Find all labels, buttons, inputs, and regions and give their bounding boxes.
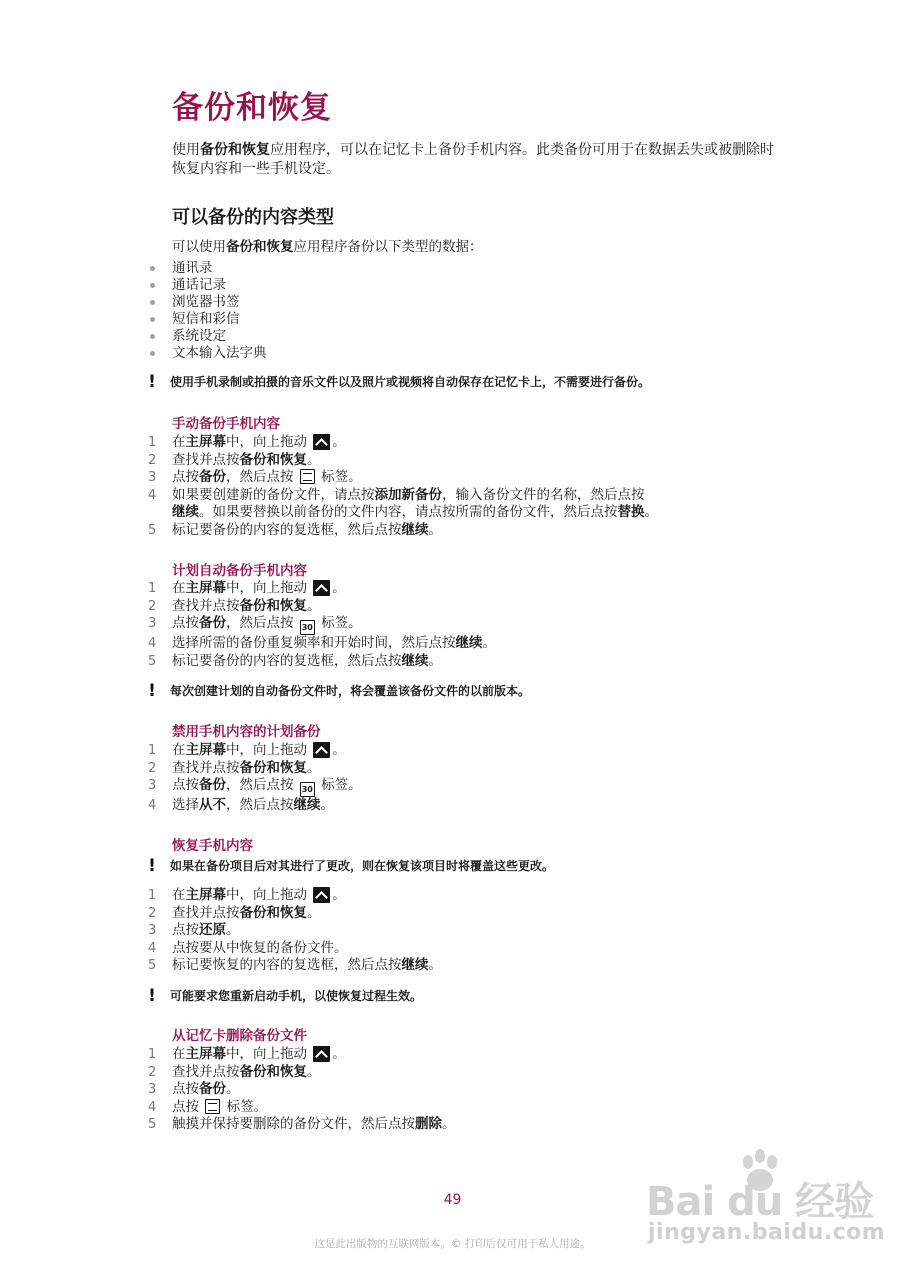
step-text: 点按 — [172, 615, 199, 631]
list-item: 通话记录 — [148, 277, 267, 294]
step-text: 点按 — [172, 777, 199, 793]
step-keyword: 从不 — [199, 797, 226, 813]
step-keyword: 继续 — [172, 504, 199, 520]
step-keyword: 继续 — [401, 521, 429, 538]
step-number: 2 — [148, 452, 157, 468]
step-text: 查找并点按 — [172, 1063, 240, 1080]
step-keyword: 还原 — [199, 922, 226, 938]
arrow-up-icon — [313, 742, 330, 758]
intro-app-name: 备份和恢复 — [200, 142, 270, 158]
step-text: 。 — [428, 652, 442, 669]
step-item — [148, 434, 658, 452]
step-item — [148, 635, 496, 653]
step-keyword: 继续 — [401, 957, 429, 973]
step-keyword: 备份 — [199, 1081, 226, 1097]
step-number: 3 — [148, 616, 157, 631]
step-number: 1 — [148, 435, 157, 450]
content-types-list — [148, 260, 267, 362]
step-keyword: 备份 — [199, 777, 226, 793]
step-keyword: 继续 — [293, 797, 321, 813]
step-number: 5 — [148, 522, 157, 538]
exclamation-icon: ! — [148, 681, 156, 701]
step-keyword: 添加新备份 — [374, 486, 442, 503]
step-text: 标记要备份的内容的复选框，然后点按 — [172, 521, 402, 538]
section-heading-content-types: 可以备份的内容类型 — [172, 207, 334, 228]
step-text: 。 — [320, 797, 334, 813]
backup-tab-icon — [205, 1099, 220, 1114]
heading-manual-backup: 手动备份手机内容 — [172, 416, 280, 432]
step-text: 。 — [332, 434, 346, 450]
step-number: 4 — [148, 487, 157, 503]
delete-backup-steps — [148, 1046, 456, 1134]
step-number: 3 — [148, 470, 157, 485]
note-text: 使用手机录制或拍摄的音乐文件以及照片或视频将自动保存在记忆卡上，不需要进行备份。 — [170, 375, 651, 389]
step-item — [148, 1046, 456, 1064]
step-text: 。 — [307, 597, 321, 614]
scheduled-backup-steps — [148, 580, 496, 670]
step-text: ，输入备份文件的名称，然后点按 — [442, 486, 645, 503]
step-text: 。 — [428, 521, 442, 538]
step-item — [148, 653, 496, 671]
restore-steps — [148, 887, 442, 975]
step-text: 如果要创建新的备份文件，请点按 — [172, 486, 375, 503]
step-number: 5 — [148, 1117, 157, 1132]
calendar-icon: 30 — [300, 620, 315, 635]
step-text: 。 — [482, 635, 496, 651]
step-item — [148, 487, 658, 522]
step-keyword: 主屏幕 — [185, 580, 226, 596]
step-text: 。 — [307, 759, 321, 776]
arrow-up-icon — [313, 580, 330, 596]
step-text: 标签。 — [321, 615, 362, 631]
backup-tab-icon — [300, 469, 315, 484]
step-text: 。 — [226, 922, 240, 938]
list-item: 短信和彩信 — [148, 311, 267, 328]
step-number: 4 — [148, 1099, 157, 1115]
step-text: 。 — [226, 1081, 240, 1097]
step-number: 5 — [148, 653, 157, 669]
step-text: 点按 — [172, 1098, 199, 1115]
intro-text-rest: 应用程序，可以在记忆卡上备份手机内容。此类备份可用于在数据丢失或被删除时恢复内容和一些手机设定。 — [172, 142, 774, 177]
note-text: 每次创建计划的自动备份文件时，将会覆盖该备份文件的以前版本。 — [170, 684, 531, 698]
step-number: 3 — [148, 1082, 157, 1097]
step-text: 。 — [442, 1116, 456, 1132]
step-text: 中，向上拖动 — [226, 580, 307, 596]
step-text: 点按 — [172, 469, 199, 485]
step-item — [148, 615, 496, 635]
step-text: 查找并点按 — [172, 904, 240, 921]
step-keyword: 主屏幕 — [185, 887, 226, 903]
list-item: 通讯录 — [148, 260, 267, 277]
step-item — [148, 777, 362, 797]
step-text: 中，向上拖动 — [226, 742, 307, 758]
baidu-watermark — [646, 1148, 886, 1258]
heading-scheduled-backup: 计划自动备份手机内容 — [172, 563, 307, 579]
step-number: 4 — [148, 940, 157, 956]
step-text: ，然后点按 — [226, 777, 294, 793]
step-keyword: 备份和恢复 — [239, 597, 307, 614]
step-text: 选择所需的备份重复频率和开始时间，然后点按 — [172, 635, 456, 651]
arrow-up-icon — [313, 887, 330, 903]
step-item — [148, 452, 658, 470]
step-text: 点按 — [172, 1081, 199, 1097]
step-item — [148, 797, 362, 815]
step-item — [148, 887, 442, 905]
intro-text: 使用 — [172, 142, 200, 158]
step-keyword: 备份和恢复 — [239, 451, 307, 468]
step-item — [148, 922, 442, 940]
note-overwrite-schedule — [147, 681, 530, 701]
heading-disable-backup: 禁用手机内容的计划备份 — [172, 724, 321, 740]
step-text: 标签。 — [226, 1098, 268, 1115]
note-restore-overwrite — [147, 856, 554, 876]
step-keyword: 备份和恢复 — [239, 904, 307, 921]
step-number: 1 — [148, 581, 157, 596]
step-number: 5 — [148, 958, 157, 973]
step-item — [148, 1064, 456, 1082]
step-text: 点按 — [172, 922, 199, 938]
step-item — [148, 1116, 456, 1134]
step-keyword: 删除 — [415, 1116, 442, 1132]
step-text: 中，向上拖动 — [226, 1046, 307, 1062]
step-number: 1 — [148, 743, 157, 758]
step-item — [148, 580, 496, 598]
list-item: 浏览器书签 — [148, 294, 267, 311]
intro-paragraph — [172, 141, 782, 179]
step-text: 标记要备份的内容的复选框，然后点按 — [172, 652, 402, 669]
step-keyword: 备份 — [199, 615, 226, 631]
step-text: ，然后点按 — [226, 615, 294, 631]
calendar-icon: 30 — [300, 782, 315, 797]
step-number: 1 — [148, 888, 157, 903]
step-text: 在 — [172, 1046, 186, 1062]
step-number: 1 — [148, 1047, 157, 1062]
note-text: 如果在备份项目后对其进行了更改，则在恢复该项目时将覆盖这些更改。 — [170, 859, 555, 873]
step-text: 。 — [307, 451, 321, 468]
step-item — [148, 469, 658, 487]
note-text: 可能要求您重新启动手机，以使恢复过程生效。 — [170, 989, 423, 1003]
step-text: 。 — [307, 904, 321, 921]
arrow-up-icon — [313, 434, 330, 450]
step-number: 2 — [148, 598, 157, 614]
footer-copyright: 这是此出版物的互联网版本。© 打印后仅可用于私人用途。 — [314, 1238, 591, 1250]
step-keyword: 替换 — [617, 504, 645, 520]
heading-restore: 恢复手机内容 — [172, 838, 253, 854]
page-number: 49 — [443, 1192, 462, 1208]
step-number: 4 — [148, 798, 157, 813]
step-text: 在 — [172, 580, 186, 596]
step-item — [148, 1099, 456, 1117]
step-keyword: 主屏幕 — [185, 742, 226, 758]
step-item — [148, 522, 658, 540]
step-number: 2 — [148, 905, 157, 921]
heading-delete-backup: 从记忆卡删除备份文件 — [172, 1028, 307, 1044]
disable-backup-steps — [148, 742, 362, 815]
step-item — [148, 598, 496, 616]
content-types-lead — [172, 235, 483, 255]
step-keyword: 主屏幕 — [185, 1046, 226, 1062]
step-text: 标记要恢复的内容的复选框，然后点按 — [172, 957, 402, 973]
step-item — [148, 905, 442, 923]
step-item — [148, 1081, 456, 1099]
step-text: 触摸并保持要删除的备份文件，然后点按 — [172, 1116, 415, 1132]
step-text: 标签。 — [321, 469, 362, 485]
step-item — [148, 760, 362, 778]
step-keyword: 备份和恢复 — [239, 1063, 307, 1080]
step-keyword: 备份 — [199, 469, 226, 485]
step-number: 2 — [148, 760, 157, 776]
note-auto-saved-media — [147, 372, 650, 392]
step-text: 。 — [332, 742, 346, 758]
step-keyword: 继续 — [455, 635, 483, 651]
step-text: 。 — [332, 887, 346, 903]
step-text: 点按要从中恢复的备份文件。 — [172, 939, 348, 956]
step-keyword: 备份和恢复 — [239, 759, 307, 776]
watermark-logo: Bai du 经验 — [646, 1179, 874, 1225]
step-text: 中，向上拖动 — [226, 434, 307, 450]
step-text: 。 — [644, 504, 658, 520]
step-item — [148, 742, 362, 760]
exclamation-icon: ! — [148, 372, 156, 392]
step-text: 中，向上拖动 — [226, 887, 307, 903]
step-keyword: 继续 — [401, 652, 429, 669]
step-text: 在 — [172, 434, 186, 450]
exclamation-icon: ! — [148, 856, 156, 876]
step-keyword: 主屏幕 — [185, 434, 226, 450]
step-item — [148, 940, 442, 958]
lead-text: 可以使用 — [172, 239, 226, 255]
step-text: 。 — [428, 957, 442, 973]
step-text: 查找并点按 — [172, 597, 240, 614]
step-text: ，然后点按 — [226, 797, 294, 813]
list-item: 文本输入法字典 — [148, 345, 267, 362]
watermark-url: jingyan.baidu.com — [648, 1220, 886, 1245]
step-number: 3 — [148, 778, 157, 793]
step-number: 3 — [148, 923, 157, 938]
lead-app-name: 备份和恢复 — [226, 239, 294, 255]
step-text: 在 — [172, 887, 186, 903]
step-text: ，然后点按 — [226, 469, 294, 485]
step-text: 。 — [332, 1046, 346, 1062]
manual-backup-steps — [148, 434, 658, 539]
step-text: 查找并点按 — [172, 451, 240, 468]
step-text: 。 — [332, 580, 346, 596]
step-text: 查找并点按 — [172, 759, 240, 776]
list-item: 系统设定 — [148, 328, 267, 345]
page-title: 备份和恢复 — [172, 90, 332, 126]
note-restart-phone — [147, 986, 422, 1006]
step-text: 。 — [307, 1063, 321, 1080]
step-text: 在 — [172, 742, 186, 758]
step-text: 选择 — [172, 797, 199, 813]
step-item — [148, 957, 442, 975]
step-number: 2 — [148, 1064, 157, 1080]
arrow-up-icon — [313, 1046, 330, 1062]
step-number: 4 — [148, 636, 157, 651]
exclamation-icon: ! — [148, 986, 156, 1006]
lead-text-rest: 应用程序备份以下类型的数据： — [293, 239, 483, 255]
step-text: 。如果要替换以前备份的文件内容，请点按所需的备份文件，然后点按 — [199, 504, 618, 520]
step-text: 标签。 — [321, 777, 362, 793]
